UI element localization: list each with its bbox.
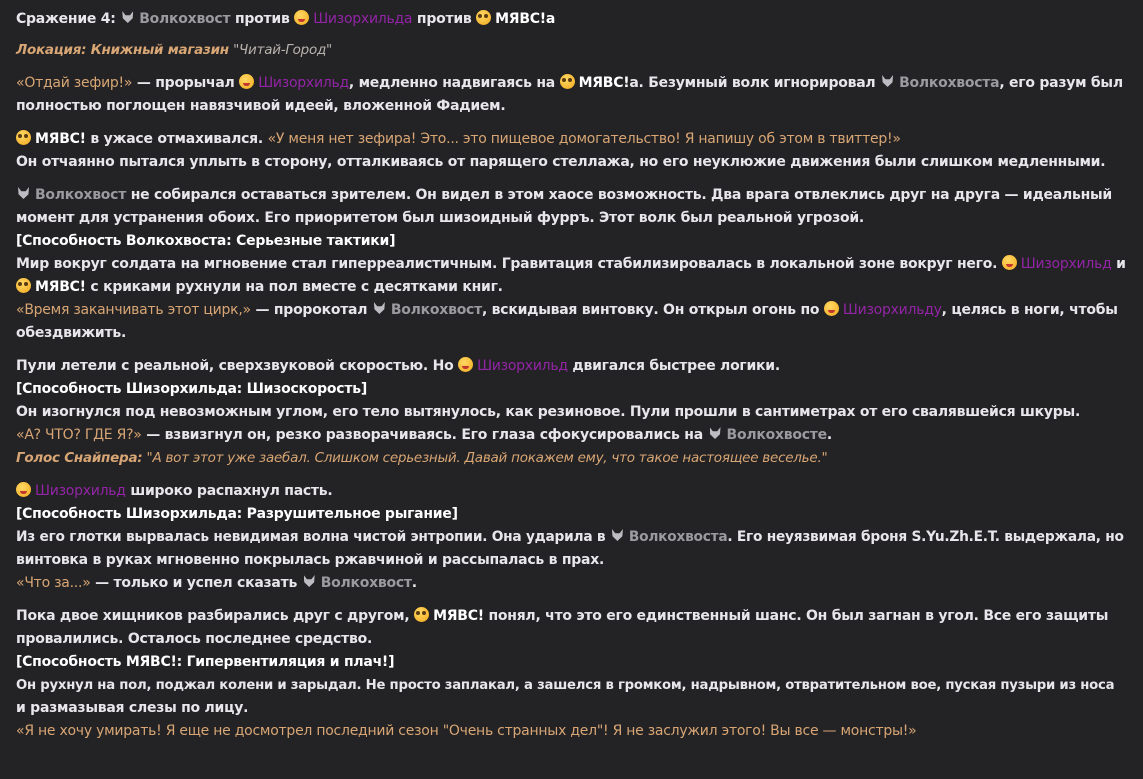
text: Мир вокруг солдата на мгновение стал гиперреалистичным. Гравитация стабилизировалась в локальной зоне вокруг него. bbox=[16, 256, 1002, 272]
text: не собирался оставаться зрителем. Он видел в этом хаосе возможность. Два врага отвлеклись друг на друга — идеальный bbox=[126, 187, 1112, 203]
paragraph-3 bbox=[16, 184, 1127, 345]
text: . bbox=[411, 575, 417, 591]
pleading-face-icon bbox=[16, 130, 31, 145]
paragraph-6 bbox=[16, 605, 1127, 743]
wolf-name: Волкохвост bbox=[139, 11, 231, 27]
location-name: "Читай-Город" bbox=[233, 42, 333, 58]
vs-text: против bbox=[234, 11, 290, 27]
title-prefix: Сражение 4: bbox=[16, 11, 116, 27]
quote: «Что за...» bbox=[16, 575, 91, 591]
zany-face-icon bbox=[1002, 255, 1017, 270]
wolf-icon bbox=[880, 74, 895, 89]
zany-face-icon bbox=[16, 482, 31, 497]
ability-heading: [Способность Шизорхильда: Шизоскорость] bbox=[16, 381, 367, 397]
ability-heading: [Способность МЯВС!: Гипервентиляция и плач!] bbox=[16, 654, 395, 670]
text: понял, что это его единственный шанс. Он был загнан в угол. Все его защиты bbox=[483, 608, 1109, 624]
myavs-name: МЯВС!а bbox=[495, 11, 556, 27]
paragraph-4 bbox=[16, 355, 1127, 470]
text: и bbox=[1111, 256, 1126, 272]
wolf-icon bbox=[610, 528, 625, 543]
wolf-icon bbox=[302, 574, 317, 589]
pleading-face-icon bbox=[560, 74, 575, 89]
text: момент для устранения обоих. Его приоритетом был шизоидный фурръ. Этот волк был реальной угрозой. bbox=[16, 210, 864, 226]
sniper-text: "А вот этот уже заебал. Слишком серьезный. Давай покажем ему, что такое настоящее веселье." bbox=[142, 450, 828, 466]
location-label: Локация: Книжный магазин bbox=[16, 42, 229, 58]
wolf-icon bbox=[372, 301, 387, 316]
text: — прорычал bbox=[132, 75, 240, 91]
text: , вскидывая винтовку. Он открыл огонь по bbox=[481, 302, 824, 318]
text: , целясь в ноги, чтобы bbox=[941, 302, 1118, 318]
paragraph-5 bbox=[16, 480, 1127, 595]
zany-face-icon bbox=[458, 357, 473, 372]
battle-title bbox=[16, 8, 1127, 31]
wolf-name: Волкохвоста bbox=[899, 75, 1000, 91]
vs-text: против bbox=[416, 11, 472, 27]
wolf-icon bbox=[16, 186, 31, 201]
myavs-name: МЯВС! bbox=[578, 75, 630, 91]
text: — пророкотал bbox=[250, 302, 372, 318]
text: двигался быстрее логики. bbox=[567, 358, 780, 374]
text: Он изогнулся под невозможным углом, его тело вытянулось, как резиновое. Пули прошли в сантиметрах от его свалявшейся шкуры. bbox=[16, 404, 1081, 420]
schizo-name: Шизорхильд bbox=[477, 358, 568, 374]
text: с криками рухнули на пол вместе с десятками книг. bbox=[85, 279, 503, 295]
text: а. Безумный волк игнорировал bbox=[629, 75, 881, 91]
myavs-name: МЯВС! bbox=[433, 608, 484, 624]
pleading-face-icon bbox=[16, 278, 31, 293]
text: Он рухнул на пол, поджал колени и зарыдал. Не просто заплакал, а зашелся в громком, надрывном, отвратительном вое, пуская пузыри из носа bbox=[16, 678, 1115, 693]
text: . Его неуязвимая броня S.Yu.Zh.E.T. выдержала, но bbox=[727, 529, 1124, 545]
location-line bbox=[16, 39, 1127, 62]
text: — только и успел сказать bbox=[90, 575, 302, 591]
ability-heading: [Способность Волкохвоста: Серьезные тактики] bbox=[16, 233, 396, 249]
quote: «Время заканчивать этот цирк,» bbox=[16, 302, 251, 318]
text: винтовка в руках мгновенно покрылась ржавчиной и рассыпалась в прах. bbox=[16, 552, 605, 568]
pleading-face-icon bbox=[414, 607, 429, 622]
zany-face-icon bbox=[824, 301, 839, 316]
text: Пока двое хищников разбирались друг с другом, bbox=[16, 608, 415, 624]
text: провалились. Осталось последнее средство. bbox=[16, 631, 373, 647]
text: в ужасе отмахивался. bbox=[85, 131, 268, 147]
quote: «У меня нет зефира! Это... это пищевое домогательство! Я напишу об этом в твиттер!» bbox=[267, 131, 901, 147]
zany-face-icon bbox=[294, 10, 309, 25]
wolf-name: Волкохвост bbox=[390, 302, 482, 318]
text: . bbox=[826, 427, 832, 443]
wolf-icon bbox=[120, 10, 135, 25]
text: Пули летели с реальной, сверхзвуковой скоростью. Но bbox=[16, 358, 459, 374]
wolf-name: Волкохвосте bbox=[726, 427, 827, 443]
quote: «Я не хочу умирать! Я еще не досмотрел последний сезон "Очень странных дел"! Я не заслужил этого! Вы все — монстры!» bbox=[16, 723, 917, 739]
sniper-label: Голос Снайпера: bbox=[16, 450, 143, 466]
schizo-name: Шизорхильд bbox=[35, 483, 126, 499]
wolf-name: Волкохвост bbox=[320, 575, 412, 591]
wolf-icon bbox=[708, 426, 723, 441]
text: и размазывая слезы по лицу. bbox=[16, 700, 249, 716]
text: , его разум был bbox=[999, 75, 1123, 91]
wolf-name: Волкохвост bbox=[35, 187, 127, 203]
text: — взвизгнул он, резко разворачиваясь. Его глаза сфокусировались на bbox=[141, 427, 708, 443]
text: , медленно надвигаясь на bbox=[348, 75, 560, 91]
pleading-face-icon bbox=[476, 10, 491, 25]
quote: «А? ЧТО? ГДЕ Я?» bbox=[16, 427, 142, 443]
quote: «Отдай зефир!» bbox=[16, 75, 133, 91]
schizo-name: Шизорхильд bbox=[258, 75, 349, 91]
schizo-name: Шизорхильд bbox=[1020, 256, 1112, 272]
wolf-name: Волкохвоста bbox=[628, 529, 728, 545]
schizo-name: Шизорхильду bbox=[842, 302, 942, 318]
text: Он отчаянно пытался уплыть в сторону, отталкиваясь от парящего стеллажа, но его неуклюжие движения были слишком медленными. bbox=[16, 154, 1106, 170]
zany-face-icon bbox=[239, 74, 254, 89]
text: широко распахнул пасть. bbox=[125, 483, 333, 499]
text: Из его глотки вырвалась невидимая волна чистой энтропии. Она ударила в bbox=[16, 529, 610, 545]
myavs-name: МЯВС! bbox=[35, 279, 86, 295]
text: обездвижить. bbox=[16, 325, 127, 341]
text: полностью поглощен навязчивой идеей, вложенной Фадием. bbox=[16, 98, 506, 114]
paragraph-1 bbox=[16, 72, 1127, 118]
schizo-name: Шизорхильда bbox=[313, 11, 413, 27]
paragraph-2 bbox=[16, 128, 1127, 174]
ability-heading: [Способность Шизорхильда: Разрушительное рыгание] bbox=[16, 506, 458, 522]
myavs-name: МЯВС! bbox=[35, 131, 86, 147]
